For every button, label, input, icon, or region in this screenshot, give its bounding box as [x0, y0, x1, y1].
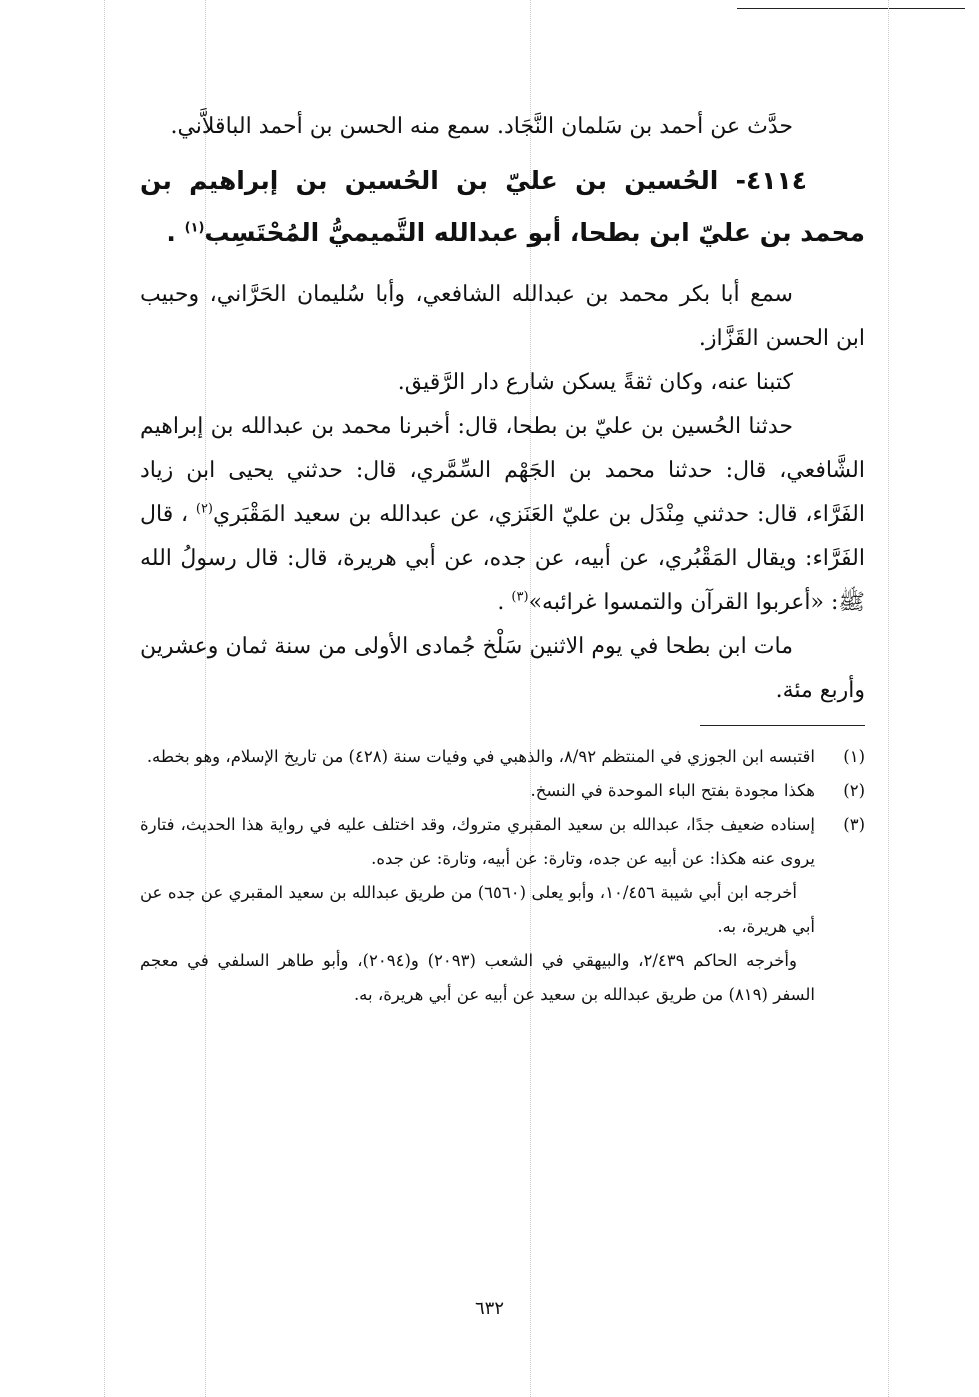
footnote-ref-2: (٢) — [195, 501, 213, 517]
scan-artifact-line — [888, 0, 889, 1397]
footnote-number: (٣) — [843, 815, 865, 834]
scan-artifact-line — [104, 0, 105, 1397]
entry-heading — [140, 155, 865, 259]
hadith-chain: حدثنا الحُسين بن عليّ بن بطحا، قال: أخبرنا محمد بن عبدالله بن إبراهيم الشَّافعي، قال: حدثنا محمد بن الجَهْم السِّمَّري، قال: حدثني يحيى ابن زياد الفَرَّاء، قال: حدثني مِنْدَل بن عليّ العَنَزي، عن عبدالله بن سعيد المَقْبَري — [140, 414, 865, 527]
footnote-text: اقتبسه ابن الجوزي في المنتظم ٨/٩٢، والذهبي في وفيات سنة (٤٢٨) من تاريخ الإسلام، وهو بخطه. — [146, 747, 815, 766]
footnote-number: (٢) — [843, 781, 865, 800]
entry-heading-end: . — [166, 218, 185, 247]
paragraph-death: مات ابن بطحا في يوم الاثنين سَلْخ جُمادى الأولى من سنة ثمان وعشرين وأربع مئة. — [140, 634, 865, 703]
page-number: ٦٣٢ — [474, 1298, 504, 1319]
footnote-ref-1: (١) — [184, 220, 205, 236]
footnote-number: (١) — [843, 747, 865, 766]
footnote-2 — [140, 774, 865, 808]
footnote-1 — [140, 740, 865, 774]
hadith-text: ، قال الفَرَّاء: ويقال المَقْبُري، عن أبيه، عن جده، عن أبي هريرة، قال: قال رسولُ الله ﷺ: «أعربوا القرآن والتمسوا غرائبه» — [140, 502, 865, 615]
footnote-text: إسناده ضعيف جدًا، عبدالله بن سعيد المقبري متروك، وقد اختلف عليه في رواية هذا الحديث، فتارة يروى عنه هكذا: عن أبيه عن جده، وتارة: عن أبيه، وتارة: عن جده. — [140, 815, 815, 868]
footnote-3-sources-1: أخرجه ابن أبي شيبة ١٠/٤٥٦، وأبو يعلى (٦٥٦٠) من طريق عبدالله بن سعيد المقبري عن جده عن أبي هريرة، به. — [140, 883, 815, 936]
paragraph-reliability: كتبنا عنه، وكان ثقةً يسكن شارع دار الرَّقيق. — [397, 370, 793, 395]
entry-heading-text: ٤١١٤- الحُسين بن عليّ بن الحُسين بن إبراهيم بن محمد بن عليّ ابن بطحا، أبو عبدالله التَّميميُّ المُحْتَسِب — [140, 166, 865, 247]
footnotes — [140, 740, 865, 1012]
paragraph-hadith — [140, 405, 865, 625]
page-body — [140, 105, 865, 1012]
hadith-end: . — [497, 590, 512, 615]
paragraph-teachers: سمع أبا بكر محمد بن عبدالله الشافعي، وأبا سُليمان الحَرَّاني، وحبيب ابن الحسن القَزَّاز. — [140, 282, 865, 351]
footnote-3 — [140, 808, 865, 876]
footnote-text: هكذا مجودة بفتح الباء الموحدة في النسخ. — [530, 781, 815, 800]
footnote-separator — [700, 725, 865, 726]
top-rule — [737, 8, 965, 9]
footnote-3-sources-2: وأخرجه الحاكم ٢/٤٣٩، والبيهقي في الشعب (٢٠٩٣) و(٢٠٩٤)، وأبو طاهر السلفي في معجم السفر (٨١٩) من طريق عبدالله بن سعيد عن أبيه عن أبي هريرة، به. — [140, 951, 815, 1004]
paragraph-continuation: حدَّث عن أحمد بن سَلمان النَّجَاد. سمع منه الحسن بن أحمد الباقلاَّني. — [170, 114, 793, 139]
footnote-ref-3: (٣) — [511, 589, 529, 605]
